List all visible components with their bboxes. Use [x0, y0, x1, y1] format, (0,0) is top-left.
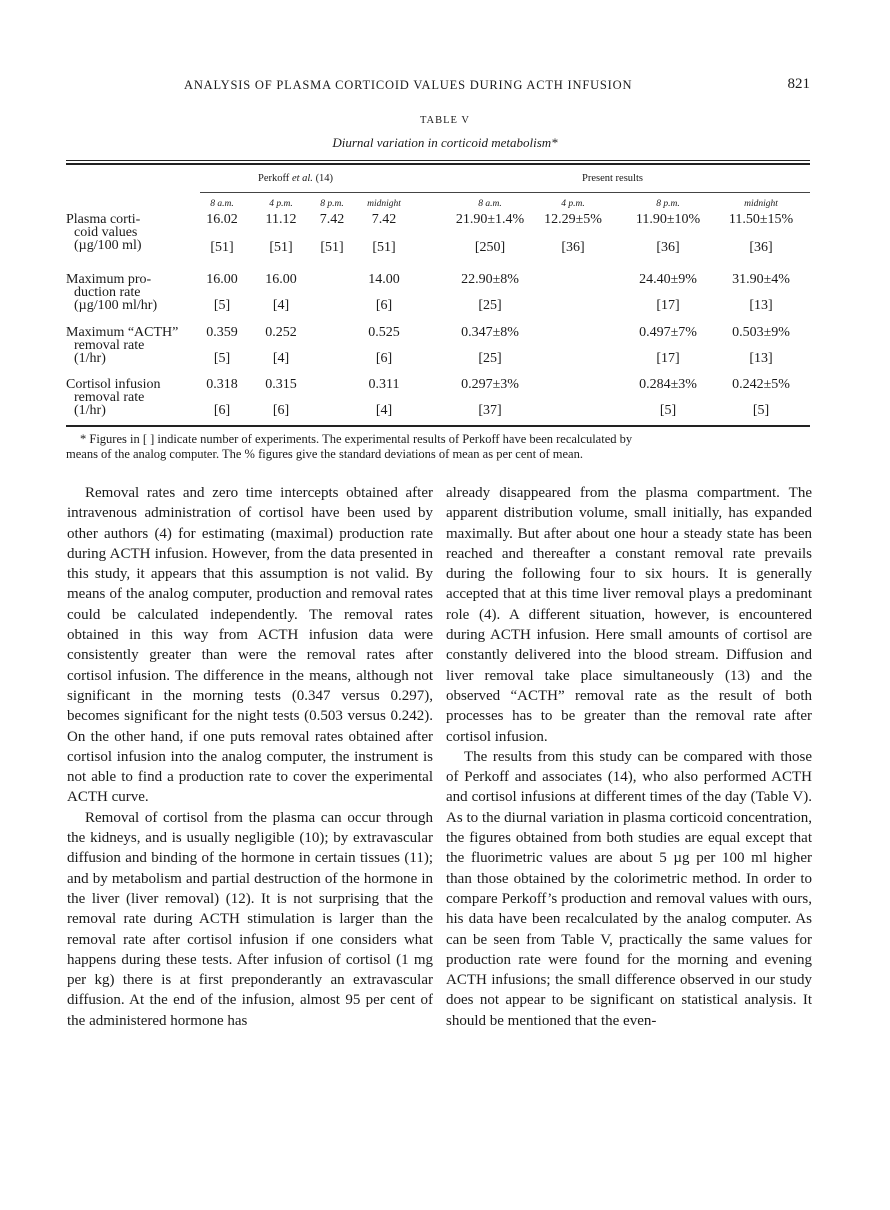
- table-cell-count: [5]: [752, 403, 770, 418]
- table-cell-value: 0.359: [206, 325, 238, 340]
- table-cell-value: 11.12: [265, 212, 297, 227]
- table-cell-count: [4]: [272, 298, 290, 313]
- table-cell-count: [36]: [656, 240, 680, 255]
- row-label: [66, 326, 178, 365]
- row-label-line: Maximum “ACTH”: [66, 325, 179, 340]
- row-label-line: Plasma corti-: [66, 212, 141, 227]
- column-header: midnight: [744, 199, 778, 209]
- row-label-line: (1/hr): [74, 403, 106, 418]
- table-cell-count: [6]: [213, 403, 231, 418]
- table-cell-count: [5]: [213, 351, 231, 366]
- table-cell-value: 0.242±5%: [732, 377, 790, 392]
- table-cell-count: [6]: [375, 298, 393, 313]
- table-cell-count: [51]: [210, 240, 234, 255]
- table-cell-count: [250]: [474, 240, 506, 255]
- table-caption: Diurnal variation in corticoid metabolism*: [332, 135, 558, 150]
- table-top-rule: [66, 160, 810, 161]
- table-cell-value: 16.00: [265, 272, 297, 287]
- body-right-column: [446, 483, 812, 1031]
- footnote-line-2: means of the analog computer. The % figures give the standard deviations of mean as per cent of mean.: [66, 447, 583, 461]
- row-label: [66, 273, 157, 312]
- group-head-rule: [200, 192, 810, 193]
- table-cell-count: [25]: [478, 298, 502, 313]
- row-label-line: removal rate: [74, 390, 145, 405]
- table-cell-value: 24.40±9%: [639, 272, 697, 287]
- group-head-present: Present results: [582, 173, 643, 184]
- table-cell-count: [4]: [272, 351, 290, 366]
- column-header: 8 p.m.: [656, 199, 680, 209]
- table-cell-count: [17]: [656, 351, 680, 366]
- table-cell-value: 0.318: [206, 377, 238, 392]
- column-header: 4 p.m.: [269, 199, 293, 209]
- body-left-column: [67, 483, 433, 1031]
- column-header: 8 a.m.: [210, 199, 234, 209]
- table-cell-count: [25]: [478, 351, 502, 366]
- table-cell-count: [51]: [372, 240, 396, 255]
- running-head: [66, 78, 810, 98]
- page-number: 821: [787, 76, 810, 92]
- paragraph: Removal rates and zero time intercepts obtained after intravenous administration of cortisol have been used by other authors (4) for estimating (maximal) production rate during ACTH infusion. However, from the data presented in this study, it appears that this assumption is not valid. By means of the analog computer, production and removal rates could be calculated independently. The removal rates obtained in this way from ACTH infusion data were consistently greater than were the removal rates after cortisol infusion. The difference in the means, although not significant in the morning tests (0.347 versus 0.297), becomes significant for the night tests (0.503 versus 0.242). On the other hand, if one puts removal rates obtained after cortisol infusion into the analog computer, the instrument is not able to find a production rate to cover the experimental ACTH curve.: [67, 485, 433, 806]
- table-cell-count: [51]: [269, 240, 293, 255]
- table-cell-value: 16.02: [206, 212, 238, 227]
- table-cell-value: 0.297±3%: [461, 377, 519, 392]
- table-cell-count: [17]: [656, 298, 680, 313]
- row-label-line: (µg/100 ml/hr): [74, 298, 158, 313]
- row-label-line: Maximum pro-: [66, 272, 152, 287]
- row-label-line: duction rate: [74, 285, 141, 300]
- table-cell-value: 0.347±8%: [461, 325, 519, 340]
- table-cell-value: 11.90±10%: [635, 212, 701, 227]
- column-header: 8 p.m.: [320, 199, 344, 209]
- row-label: [66, 378, 161, 417]
- table-label: TABLE V: [419, 115, 470, 126]
- table-cell-count: [5]: [659, 403, 677, 418]
- row-label: [66, 213, 142, 252]
- column-header: 8 a.m.: [478, 199, 502, 209]
- table-cell-value: 0.252: [265, 325, 297, 340]
- footnote-line-1: * Figures in [ ] indicate number of experiments. The experimental results of Perkoff have been recalculated by: [80, 432, 633, 446]
- table-cell-value: 11.50±15%: [728, 212, 794, 227]
- table-cell-value: 0.503±9%: [732, 325, 790, 340]
- table-top-rule-2: [66, 163, 810, 165]
- table-cell-value: 0.311: [368, 377, 400, 392]
- row-label-line: (µg/100 ml): [74, 238, 142, 253]
- table-cell-value: 21.90±1.4%: [455, 212, 525, 227]
- group-head-perkoff: Perkoff et al. (14): [258, 173, 334, 184]
- table-cell-value: 0.497±7%: [639, 325, 697, 340]
- row-label-line: Cortisol infusion: [66, 377, 161, 392]
- table-cell-value: 0.525: [368, 325, 400, 340]
- paragraph: The results from this study can be compared with those of Perkoff and associates (14), who also performed ACTH and cortisol infusions at different times of the day (Table V). As to the diurnal variation in plasma corticoid concentration, the figures obtained from both studies are equal except that the fluorimetric values are about 5 µg per 100 ml higher than those obtained by the colorimetric method. In order to compare Perkoff’s production and removal values with ours, his data have been recalculated by the analog computer. As can be seen from Table V, practically the same values for production rate were found for the morning and evening ACTH infusions; the small difference observed in our study does not appear to be significant on statistical analysis. It should be mentioned that the even-: [446, 748, 812, 1029]
- table-cell-count: [36]: [561, 240, 585, 255]
- table-cell-value: 12.29±5%: [544, 212, 602, 227]
- table-cell-value: 7.42: [319, 212, 345, 227]
- row-label-line: coid values: [74, 225, 138, 240]
- row-label-line: (1/hr): [74, 351, 106, 366]
- table-cell-count: [13]: [749, 298, 773, 313]
- paragraph: already disappeared from the plasma compartment. The apparent distribution volume, small initially, has expanded maximally. But after about one hour a steady state has been reached and thereafter a constant removal rate prevails during the following four to six hours. It is generally accepted that at this time liver removal plays a predominant role (4). A different situation, however, is encountered during ACTH infusion. Here small amounts of cortisol are constantly delivered into the blood stream. Diffusion and liver removal take place simultaneously (13) and the observed “ACTH” removal rate as the result of both processes has to be greater than the removal rate after cortisol infusion.: [446, 485, 812, 745]
- table-cell-count: [6]: [375, 351, 393, 366]
- table-cell-count: [13]: [749, 351, 773, 366]
- table-cell-count: [37]: [478, 403, 502, 418]
- table-cell-value: 0.315: [265, 377, 297, 392]
- table-cell-count: [36]: [749, 240, 773, 255]
- table-cell-count: [4]: [375, 403, 393, 418]
- table-cell-value: 14.00: [368, 272, 400, 287]
- table-cell-value: 7.42: [371, 212, 397, 227]
- table-cell-value: 22.90±8%: [461, 272, 519, 287]
- table-cell-value: 0.284±3%: [639, 377, 697, 392]
- table-footnote: [66, 432, 810, 462]
- row-label-line: removal rate: [74, 338, 145, 353]
- table-cell-count: [5]: [213, 298, 231, 313]
- table-cell-value: 16.00: [206, 272, 238, 287]
- table-bottom-rule: [66, 425, 810, 427]
- running-title: ANALYSIS OF PLASMA CORTICOID VALUES DURING ACTH INFUSION: [184, 78, 633, 92]
- column-header: 4 p.m.: [561, 199, 585, 209]
- table-cell-count: [51]: [320, 240, 344, 255]
- table-cell-count: [6]: [272, 403, 290, 418]
- paragraph: Removal of cortisol from the plasma can occur through the kidneys, and is usually negligible (10); by extravascular diffusion and binding of the hormone in certain tissues (11); and by metabolism and partial destruction of the hormone in the liver (liver removal) (12). It is not surprising that the removal rate during ACTH stimulation is larger than the removal rate after cortisol infusion if one considers what happens during these tests. After infusion of cortisol (1 mg per kg) there is at first preponderantly an extravascular diffusion. At the end of the infusion, almost 95 per cent of the administered hormone has: [67, 809, 433, 1029]
- column-header: midnight: [367, 199, 401, 209]
- table-cell-value: 31.90±4%: [732, 272, 790, 287]
